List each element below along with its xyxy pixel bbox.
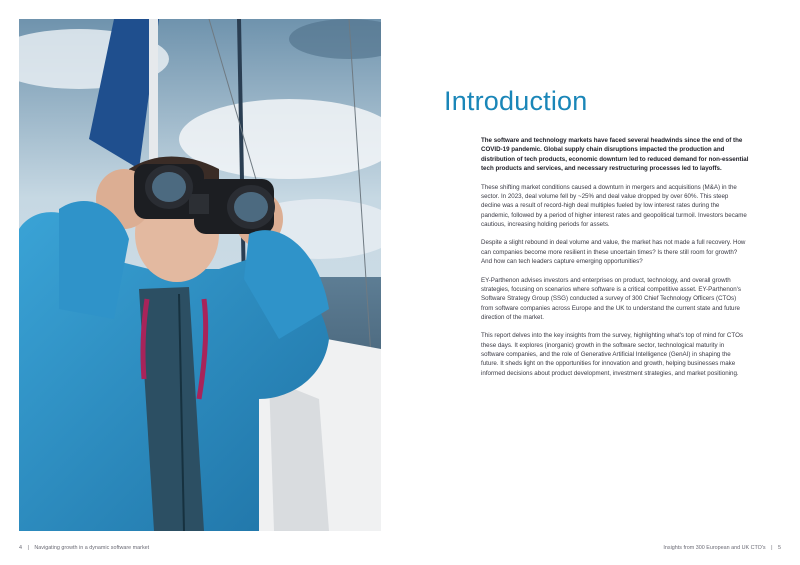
- body-paragraph: These shifting market conditions caused a downturn in mergers and acquisitions (M&A) in the sector. In 2023, deal volume fell by ~25% and deal value dropped by over 60%. This steep decline was a result of record-high deal multiples fueled by low interest rates during the pandemic, followed by a period of higher interest rates and geopolitical turmoil. Investors became cautious, increasing holding periods for assets.: [481, 183, 747, 228]
- page-number-right: 5: [778, 545, 781, 551]
- footer-separator: |: [27, 545, 29, 551]
- intro-body: [481, 136, 749, 387]
- footer-right: [663, 545, 781, 551]
- lead-paragraph: The software and technology markets have faced several headwinds since the end of the COVID-19 pandemic. Global supply chain disruptions impacted the production and distribution of tech products, economic downturn led to reduced demand for non-essential tech products and services, and necessary restructuring processes led to layoffs.: [481, 137, 749, 172]
- page-number-left: 4: [19, 545, 22, 551]
- body-paragraph: EY-Parthenon advises investors and enterprises on product, technology, and overall growth strategies, focusing on scenarios where software is a critical competitive asset. EY-Parthenon's Software Strategy Group (SSG) conducted a survey of 300 Chief Technology Officers (CTOs) from software companies across Europe and the UK to understand the current state and future direction of the market.: [481, 276, 741, 321]
- footer-separator: |: [771, 545, 773, 551]
- body-paragraph: Despite a slight rebound in deal volume and value, the market has not made a full recovery. How can companies become more resilient in these uncertain times? Is there still room for growth? And how can tech leaders capture emerging opportunities?: [481, 239, 746, 266]
- body-paragraph: This report delves into the key insights from the survey, highlighting what's top of mind for CTOs these days. It explores (inorganic) growth in the software sector, technological maturity in software companies, and the role of Generative Artificial Intelligence (GenAI) in shaping the future. It sheds light on the opportunities for innovation and growth, helping businesses make informed decisions about product development, investment strategies, and market positioning.: [481, 332, 743, 377]
- page-title: Introduction: [444, 86, 588, 116]
- binoculars-photo-illustration: [19, 19, 381, 531]
- footer-left: [19, 545, 149, 551]
- cover-photo: [19, 19, 381, 531]
- footer-left-title: Navigating growth in a dynamic software market: [34, 545, 150, 551]
- footer-right-title: Insights from 300 European and UK CTO's: [663, 545, 766, 551]
